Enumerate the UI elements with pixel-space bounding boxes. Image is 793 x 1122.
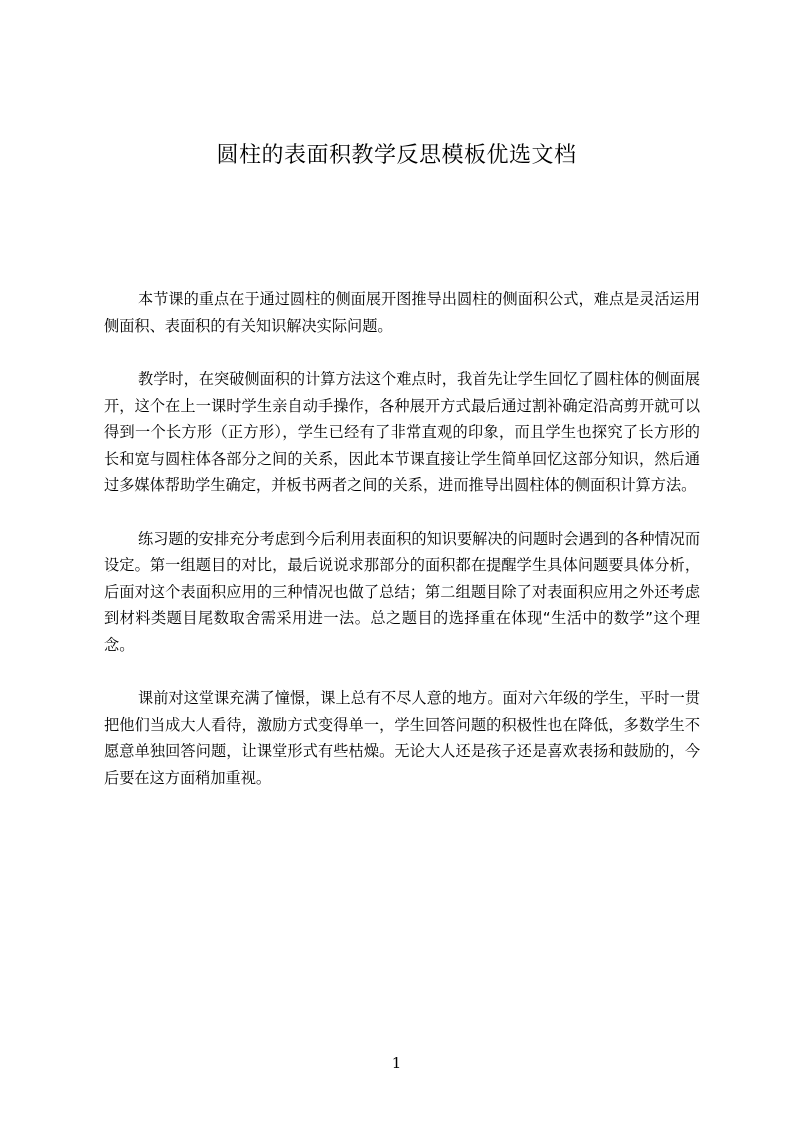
page-number: 1: [391, 1054, 402, 1072]
document-body: [104, 286, 700, 818]
paragraph: 练习题的安排充分考虑到今后利用表面积的知识要解决的问题时会遇到的各种情况而设定。第一组题目的对比，最后说说求那部分的面积都在提醒学生具体问题要具体分析，后面对这个表面积应用的三种情况也做了总结；第二组题目除了对表面积应用之外还考虑到材料类题目尾数取舍需采用进一法。总之题目的选择重在体现“生活中的数学”这个理念。: [104, 529, 700, 654]
document-title: 圆柱的表面积教学反思模板优选文档: [216, 143, 577, 168]
paragraph: 本节课的重点在于通过圆柱的侧面展开图推导出圆柱的侧面积公式，难点是灵活运用侧面积、表面积的有关知识解决实际问题。: [104, 290, 700, 335]
paragraph: 教学时，在突破侧面积的计算方法这个难点时，我首先让学生回忆了圆柱体的侧面展开，这个在上一课时学生亲自动手操作，各种展开方式最后通过割补确定沿高剪开就可以得到一个长方形（正方形），学生已经有了非常直观的印象，而且学生也探究了长方形的长和宽与圆柱体各部分之间的关系，因此本节课直接让学生简单回忆这部分知识，然后通过多媒体帮助学生确定，并板书两者之间的关系，进而推导出圆柱体的侧面积计算方法。: [104, 370, 700, 494]
paragraph: 课前对这堂课充满了憧憬，课上总有不尽人意的地方。面对六年级的学生，平时一贯把他们当成大人看待，激励方式变得单一，学生回答问题的积极性也在降低，多数学生不愿意单独回答问题，让课堂形式有些枯燥。无论大人还是孩子还是喜欢表扬和鼓励的，今后要在这方面稍加重视。: [104, 689, 700, 787]
